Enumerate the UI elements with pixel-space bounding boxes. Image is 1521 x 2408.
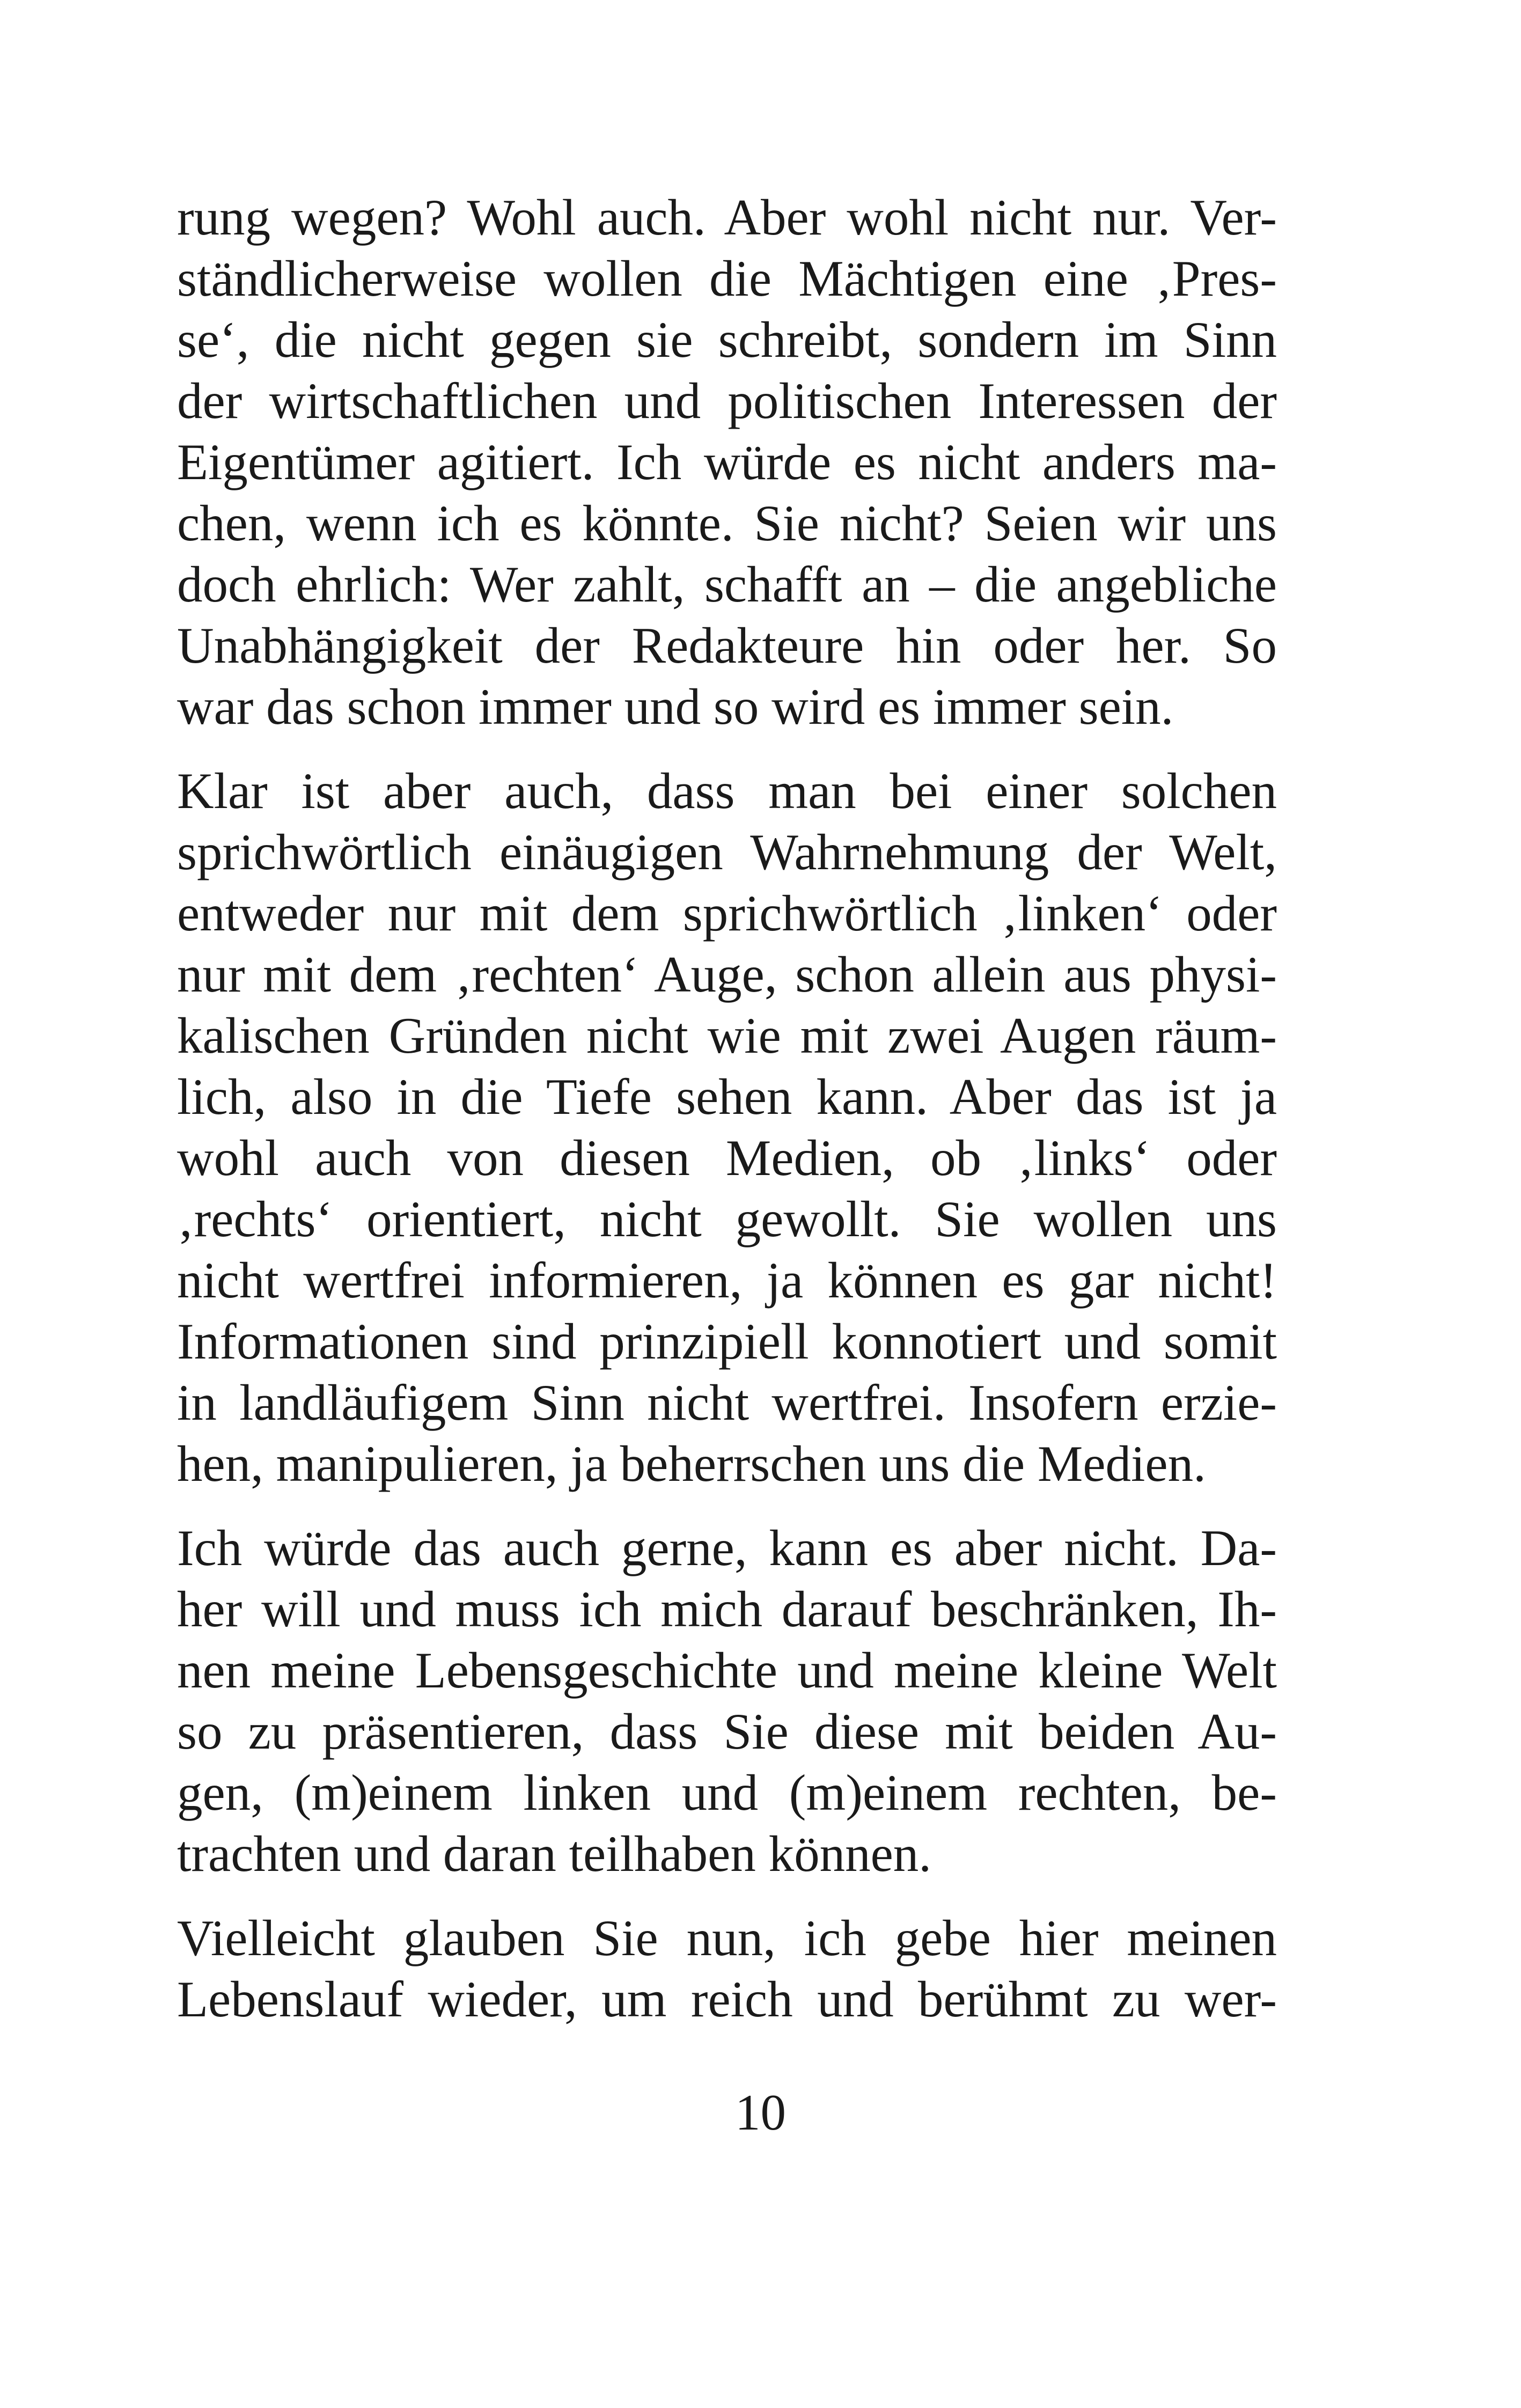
paragraph-4 xyxy=(177,1907,1277,2030)
paragraph-2 xyxy=(177,760,1277,1494)
text-line: nen meine Lebensgeschichte und meine kleine Welt xyxy=(177,1642,1277,1699)
text-line: Eigentümer agitiert. Ich würde es nicht anders ma- xyxy=(177,434,1277,490)
paragraph-spacer xyxy=(177,1884,1277,1907)
text-line: war das schon immer und so wird es immer sein. xyxy=(177,678,1174,735)
text-line: Lebenslauf wieder, um reich und berühmt zu wer- xyxy=(177,1971,1277,2028)
text-line: Informationen sind prinzipiell konnotiert und somit xyxy=(177,1313,1277,1370)
text-line: nicht wertfrei informieren, ja können es gar nicht! xyxy=(177,1252,1277,1309)
text-line: ständlicherweise wollen die Mächtigen eine ‚Pres- xyxy=(177,250,1277,307)
text-line: her will und muss ich mich darauf beschränken, Ih- xyxy=(177,1581,1277,1638)
text-line: nur mit dem ‚rechten‘ Auge, schon allein aus physi- xyxy=(177,946,1277,1003)
text-line: ‚rechts‘ orientiert, nicht gewollt. Sie wollen uns xyxy=(177,1191,1277,1247)
text-line: in landläufigem Sinn nicht wertfrei. Insofern erzie- xyxy=(177,1374,1277,1431)
text-line: der wirtschaftlichen und politischen Interessen der xyxy=(177,372,1277,429)
text-line: chen, wenn ich es könnte. Sie nicht? Seien wir uns xyxy=(177,495,1277,552)
text-line: Unabhängigkeit der Redakteure hin oder her. So xyxy=(177,617,1277,674)
text-line: sprichwörtlich einäugigen Wahrnehmung der Welt, xyxy=(177,824,1277,880)
paragraph-1 xyxy=(177,187,1277,737)
text-line: trachten und daran teilhaben können. xyxy=(177,1825,931,1882)
paragraph-spacer xyxy=(177,737,1277,760)
text-line: gen, (m)einem linken und (m)einem rechten, be- xyxy=(177,1764,1277,1821)
text-line: se‘, die nicht gegen sie schreibt, sondern im Sinn xyxy=(177,311,1277,368)
text-line: kalischen Gründen nicht wie mit zwei Augen räum- xyxy=(177,1007,1277,1064)
text-line: Vielleicht glauben Sie nun, ich gebe hier meinen xyxy=(177,1910,1277,1966)
body-text xyxy=(177,187,1277,2030)
text-line: rung wegen? Wohl auch. Aber wohl nicht nur. Ver- xyxy=(177,189,1277,246)
text-line: so zu präsentieren, dass Sie diese mit beiden Au- xyxy=(177,1703,1277,1760)
text-line: lich, also in die Tiefe sehen kann. Aber das ist ja xyxy=(177,1068,1277,1125)
text-line: doch ehrlich: Wer zahlt, schafft an – die angebliche xyxy=(177,556,1277,613)
text-line: Klar ist aber auch, dass man bei einer solchen xyxy=(177,762,1277,819)
paragraph-3 xyxy=(177,1517,1277,1884)
text-line: hen, manipulieren, ja beherrschen uns die Medien. xyxy=(177,1435,1206,1492)
page-number: 10 xyxy=(735,2084,786,2141)
text-line: wohl auch von diesen Medien, ob ‚links‘ oder xyxy=(177,1129,1277,1186)
paragraph-spacer xyxy=(177,1494,1277,1517)
text-line: Ich würde das auch gerne, kann es aber nicht. Da- xyxy=(177,1519,1277,1576)
text-line: entweder nur mit dem sprichwörtlich ‚linken‘ oder xyxy=(177,885,1277,942)
